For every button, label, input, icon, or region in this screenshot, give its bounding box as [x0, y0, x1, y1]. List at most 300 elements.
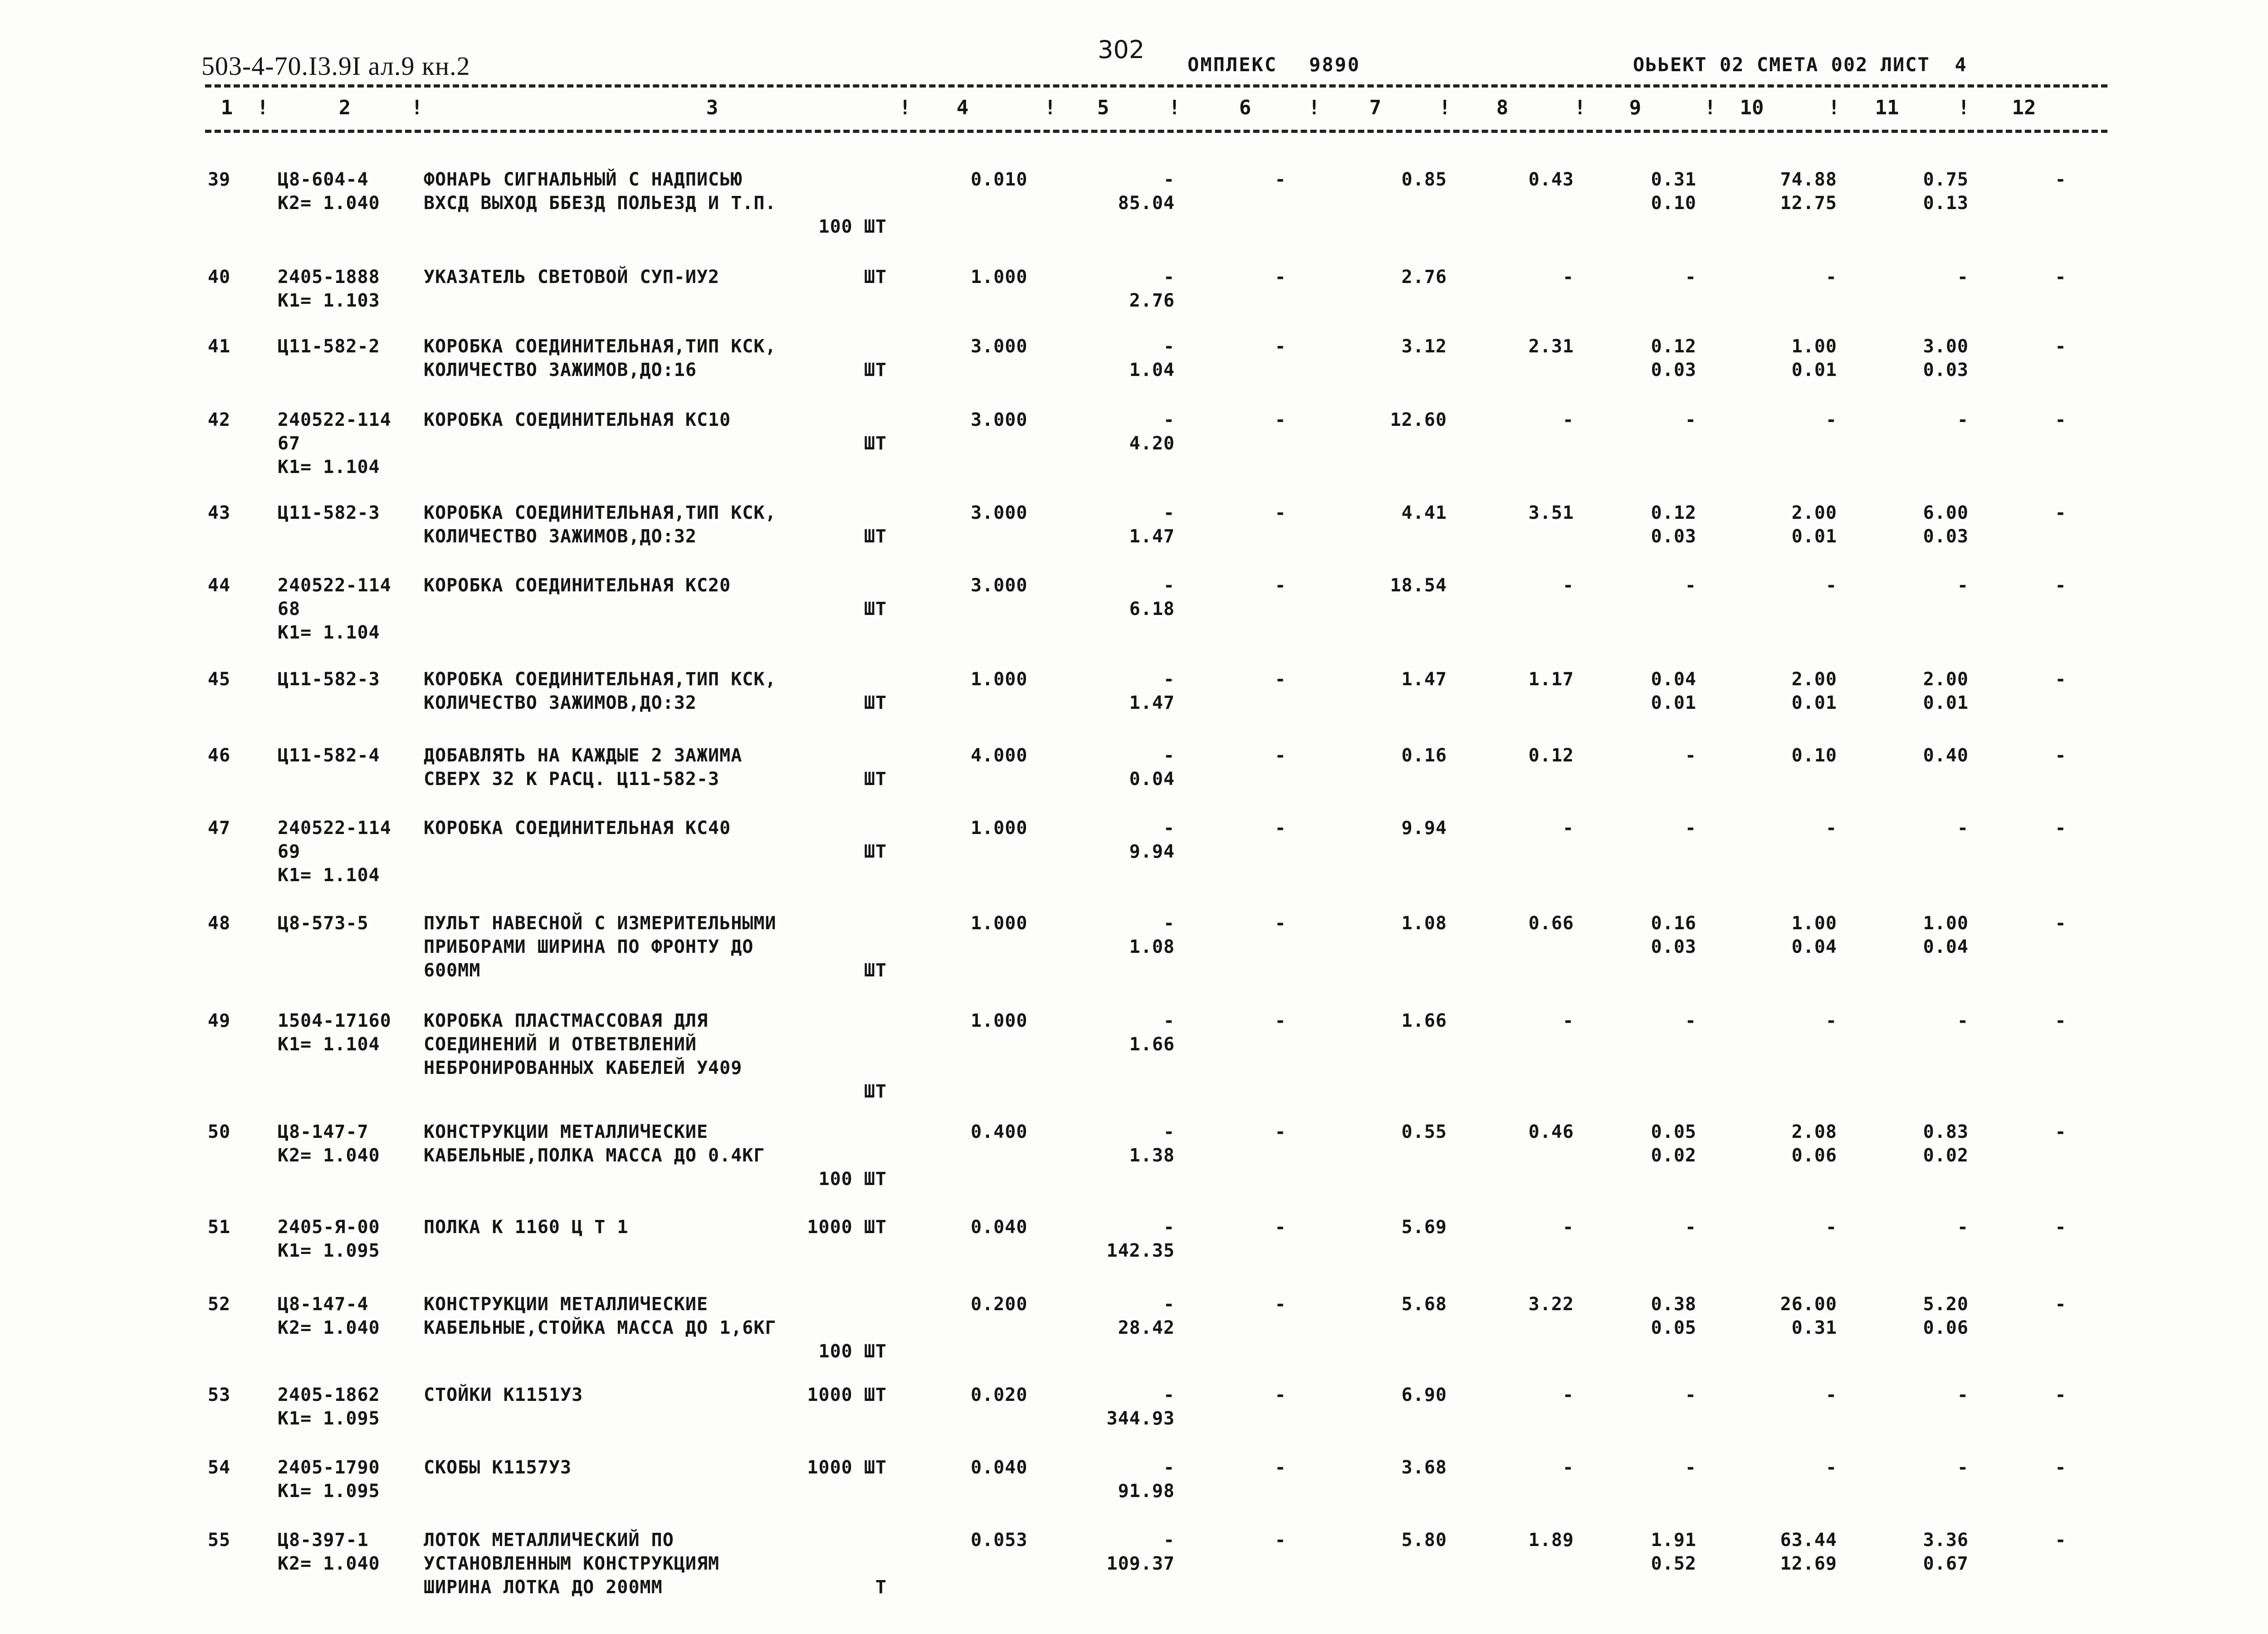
col-9-value: 0.10 — [1651, 193, 1696, 214]
col-11-value: 0.75 — [1923, 169, 1969, 190]
item-name: УСТАНОВЛЕННЫМ КОНСТРУКЦИЯМ — [424, 1553, 720, 1574]
col-6-value: - — [1275, 913, 1286, 934]
row-number: 47 — [208, 818, 231, 839]
col-7-value: 12.60 — [1390, 410, 1447, 430]
unit-of-measure: 1000 ШТ — [807, 1457, 887, 1478]
header-divider-bottom — [205, 130, 2107, 133]
row-number: 48 — [208, 913, 231, 934]
item-name: СКОБЫ К1157У3 — [424, 1457, 572, 1478]
col-6-value: - — [1275, 745, 1286, 766]
complex-label: ОМПЛЕКС — [1188, 54, 1278, 76]
col-11-value: - — [1957, 1385, 1969, 1405]
col-8-value: - — [1562, 818, 1574, 839]
col-9-value: 0.03 — [1651, 360, 1696, 380]
col-6-value: - — [1275, 818, 1286, 839]
rate-code: Ц8-604-4 — [278, 169, 369, 190]
col-8-value: 3.22 — [1528, 1294, 1574, 1315]
column-number-12: 12 — [2012, 96, 2036, 119]
col-7-value: 5.80 — [1401, 1530, 1447, 1551]
quantity: 0.053 — [971, 1530, 1028, 1551]
col-9-value: 1.91 — [1651, 1530, 1696, 1551]
col-11-value: 3.36 — [1923, 1530, 1969, 1551]
col-10-value: - — [1825, 410, 1837, 430]
rate-code: К2= 1.040 — [278, 1317, 380, 1338]
col-9-value: 0.01 — [1651, 693, 1696, 713]
col-11-value: 0.06 — [1923, 1317, 1969, 1338]
item-name: НЕБРОНИРОВАННЫХ КАБЕЛЕЙ У409 — [424, 1058, 743, 1078]
col-10-value: - — [1825, 1457, 1837, 1478]
col-10-value: - — [1825, 1385, 1837, 1405]
rate-code: 2405-Я-00 — [278, 1217, 380, 1238]
rate-code: Ц11-582-3 — [278, 669, 380, 690]
rate-code: Ц8-147-4 — [278, 1294, 369, 1315]
column-number-2: 2 — [338, 96, 351, 119]
column-number-1: 1 — [220, 96, 233, 119]
row-number: 40 — [208, 267, 231, 288]
col-10-value: 26.00 — [1780, 1294, 1837, 1315]
item-name: ШИРИНА ЛОТКА ДО 200ММ — [424, 1577, 663, 1598]
column-number-4: 4 — [956, 96, 969, 119]
row-number: 50 — [208, 1122, 231, 1142]
unit-of-measure: 1000 ШТ — [807, 1217, 887, 1238]
rate-code: 240522-114 — [278, 575, 391, 596]
col-8-value: 0.43 — [1528, 169, 1574, 190]
col-7-value: 2.76 — [1401, 267, 1447, 288]
col-9-value: - — [1685, 1457, 1696, 1478]
unit-price: - — [1163, 1385, 1175, 1405]
col-11-value: - — [1957, 818, 1969, 839]
col-7-value: 9.94 — [1401, 818, 1447, 839]
unit-of-measure: 100 ШТ — [818, 216, 887, 237]
unit-price: - — [1163, 745, 1175, 766]
item-name: СОЕДИНЕНИЙ И ОТВЕТВЛЕНИЙ — [424, 1034, 697, 1055]
item-name: КОЛИЧЕСТВО ЗАЖИМОВ,ДО:32 — [424, 693, 697, 713]
col-6-value: - — [1275, 1122, 1286, 1142]
rate-code: 2405-1790 — [278, 1457, 380, 1478]
unit-of-measure: ШТ — [864, 960, 887, 981]
col-7-value: 1.66 — [1401, 1010, 1447, 1031]
unit-of-measure: ШТ — [864, 433, 887, 454]
col-10-value: 12.69 — [1780, 1553, 1837, 1574]
col-11-value: 6.00 — [1923, 502, 1969, 523]
col-6-value: - — [1275, 267, 1286, 288]
col-7-value: 5.69 — [1401, 1217, 1447, 1238]
item-name: СТОЙКИ К1151У3 — [424, 1385, 583, 1405]
rate-code: 240522-114 — [278, 410, 391, 430]
column-number-11: 11 — [1875, 96, 1899, 119]
col-12-value: - — [2055, 1530, 2067, 1551]
column-separator: ! — [1574, 96, 1586, 119]
col-12-value: - — [2055, 1217, 2067, 1238]
col-6-value: - — [1275, 1294, 1286, 1315]
item-name: КОРОБКА СОЕДИНИТЕЛЬНАЯ,ТИП КСК, — [424, 502, 777, 523]
col-8-value: - — [1562, 1385, 1574, 1405]
col-10-value: 0.01 — [1791, 526, 1837, 547]
unit-of-measure: Т — [875, 1577, 887, 1598]
unit-price: 2.76 — [1129, 290, 1175, 311]
col-12-value: - — [2055, 745, 2067, 766]
col-9-value: - — [1685, 575, 1696, 596]
quantity: 0.200 — [971, 1294, 1028, 1315]
quantity: 0.400 — [971, 1122, 1028, 1142]
col-10-value: 0.04 — [1791, 937, 1837, 957]
quantity: 0.010 — [971, 169, 1028, 190]
col-8-value: 1.89 — [1528, 1530, 1574, 1551]
col-11-value: 2.00 — [1923, 669, 1969, 690]
col-12-value: - — [2055, 818, 2067, 839]
rate-code: 1504-17160 — [278, 1010, 391, 1031]
col-9-value: - — [1685, 267, 1696, 288]
unit-price: - — [1163, 267, 1175, 288]
item-name: КОНСТРУКЦИИ МЕТАЛЛИЧЕСКИЕ — [424, 1294, 709, 1315]
col-12-value: - — [2055, 267, 2067, 288]
item-name: ПОЛКА К 1160 Ц Т 1 — [424, 1217, 629, 1238]
rate-code: Ц8-397-1 — [278, 1530, 369, 1551]
column-separator: ! — [1044, 96, 1056, 119]
col-6-value: - — [1275, 669, 1286, 690]
col-10-value: - — [1825, 575, 1837, 596]
col-7-value: 0.16 — [1401, 745, 1447, 766]
rate-code: К1= 1.104 — [278, 1034, 380, 1055]
unit-of-measure: ШТ — [864, 599, 887, 619]
col-7-value: 5.68 — [1401, 1294, 1447, 1315]
col-9-value: 0.12 — [1651, 502, 1696, 523]
unit-price: - — [1163, 913, 1175, 934]
column-separator: ! — [899, 96, 911, 119]
quantity: 3.000 — [971, 410, 1028, 430]
item-name: ПРИБОРАМИ ШИРИНА ПО ФРОНТУ ДО — [424, 937, 754, 957]
rate-code: К1= 1.095 — [278, 1481, 380, 1502]
column-separator: ! — [257, 96, 269, 119]
quantity: 1.000 — [971, 818, 1028, 839]
col-9-value: 0.52 — [1651, 1553, 1696, 1574]
quantity: 4.000 — [971, 745, 1028, 766]
quantity: 3.000 — [971, 502, 1028, 523]
quantity: 1.000 — [971, 1010, 1028, 1031]
item-name: КОЛИЧЕСТВО ЗАЖИМОВ,ДО:16 — [424, 360, 697, 380]
item-name: ФОНАРЬ СИГНАЛЬНЫЙ С НАДПИСЬЮ — [424, 169, 743, 190]
rate-code: Ц11-582-3 — [278, 502, 380, 523]
unit-price: - — [1163, 1217, 1175, 1238]
item-name: КОРОБКА СОЕДИНИТЕЛЬНАЯ,ТИП КСК, — [424, 669, 777, 690]
col-6-value: - — [1275, 410, 1286, 430]
unit-price: 1.04 — [1129, 360, 1175, 380]
col-10-value: - — [1825, 818, 1837, 839]
object-estimate-sheet: ОЬЬЕКТ 02 СМЕТА 002 ЛИСТ 4 — [1633, 54, 1967, 76]
col-9-value: - — [1685, 1217, 1696, 1238]
col-10-value: 1.00 — [1791, 336, 1837, 357]
col-8-value: - — [1562, 1217, 1574, 1238]
col-11-value: 0.02 — [1923, 1145, 1969, 1166]
unit-price: 4.20 — [1129, 433, 1175, 454]
quantity: 0.020 — [971, 1385, 1028, 1405]
unit-price: 0.04 — [1129, 769, 1175, 790]
col-6-value: - — [1275, 575, 1286, 596]
col-10-value: 0.31 — [1791, 1317, 1837, 1338]
col-6-value: - — [1275, 1010, 1286, 1031]
col-9-value: 0.05 — [1651, 1317, 1696, 1338]
col-12-value: - — [2055, 336, 2067, 357]
col-10-value: 2.08 — [1791, 1122, 1837, 1142]
col-10-value: 1.00 — [1791, 913, 1837, 934]
col-8-value: 1.17 — [1528, 669, 1574, 690]
col-6-value: - — [1275, 1530, 1286, 1551]
unit-price: 1.38 — [1129, 1145, 1175, 1166]
rate-code: Ц8-147-7 — [278, 1122, 369, 1142]
col-9-value: 0.05 — [1651, 1122, 1696, 1142]
quantity: 0.040 — [971, 1217, 1028, 1238]
row-number: 52 — [208, 1294, 231, 1315]
item-name: КОРОБКА СОЕДИНИТЕЛЬНАЯ,ТИП КСК, — [424, 336, 777, 357]
column-separator: ! — [1958, 96, 1970, 119]
col-11-value: - — [1957, 1457, 1969, 1478]
quantity: 1.000 — [971, 669, 1028, 690]
rate-code: К2= 1.040 — [278, 193, 380, 214]
row-number: 43 — [208, 502, 231, 523]
col-11-value: - — [1957, 1217, 1969, 1238]
unit-of-measure: 1000 ШТ — [807, 1385, 887, 1405]
unit-price: 1.08 — [1129, 937, 1175, 957]
unit-price: 1.66 — [1129, 1034, 1175, 1055]
column-separator: ! — [1168, 96, 1181, 119]
item-name: УКАЗАТЕЛЬ СВЕТОВОЙ СУП-ИУ2 — [424, 267, 720, 288]
unit-price: 344.93 — [1106, 1408, 1175, 1429]
rate-code: К2= 1.040 — [278, 1145, 380, 1166]
quantity: 1.000 — [971, 267, 1028, 288]
column-separator: ! — [1704, 96, 1716, 119]
row-number: 42 — [208, 410, 231, 430]
row-number: 49 — [208, 1010, 231, 1031]
col-11-value: - — [1957, 410, 1969, 430]
col-11-value: - — [1957, 1010, 1969, 1031]
item-name: КАБЕЛЬНЫЕ,ПОЛКА МАССА ДО 0.4КГ — [424, 1145, 765, 1166]
column-separator: ! — [411, 96, 423, 119]
col-10-value: - — [1825, 267, 1837, 288]
col-10-value: 12.75 — [1780, 193, 1837, 214]
item-name: КОЛИЧЕСТВО ЗАЖИМОВ,ДО:32 — [424, 526, 697, 547]
col-12-value: - — [2055, 410, 2067, 430]
unit-price: - — [1163, 410, 1175, 430]
row-number: 53 — [208, 1385, 231, 1405]
col-11-value: 5.20 — [1923, 1294, 1969, 1315]
col-10-value: 63.44 — [1780, 1530, 1837, 1551]
col-7-value: 3.68 — [1401, 1457, 1447, 1478]
unit-of-measure: ШТ — [864, 526, 887, 547]
col-8-value: 0.12 — [1528, 745, 1574, 766]
rate-code: 2405-1888 — [278, 267, 380, 288]
col-10-value: - — [1825, 1217, 1837, 1238]
header-divider-top — [205, 84, 2107, 88]
column-number-6: 6 — [1239, 96, 1251, 119]
col-12-value: - — [2055, 575, 2067, 596]
unit-of-measure: ШТ — [864, 769, 887, 790]
row-number: 55 — [208, 1530, 231, 1551]
item-name: КОРОБКА ПЛАСТМАССОВАЯ ДЛЯ — [424, 1010, 709, 1031]
col-8-value: 0.66 — [1528, 913, 1574, 934]
col-9-value: 0.31 — [1651, 169, 1696, 190]
col-12-value: - — [2055, 669, 2067, 690]
rate-code: К2= 1.040 — [278, 1553, 380, 1574]
col-12-value: - — [2055, 1010, 2067, 1031]
col-11-value: 0.13 — [1923, 193, 1969, 214]
rate-code: К1= 1.103 — [278, 290, 380, 311]
item-name: ВХСД ВЫХОД ББЕЗД ПОЛЬЕЗД И Т.П. — [424, 193, 777, 214]
row-number: 45 — [208, 669, 231, 690]
complex-info — [1188, 54, 1360, 76]
column-number-9: 9 — [1629, 96, 1642, 119]
col-11-value: 0.01 — [1923, 693, 1969, 713]
column-number-10: 10 — [1740, 96, 1764, 119]
rate-code: К1= 1.095 — [278, 1240, 380, 1261]
unit-price: - — [1163, 1457, 1175, 1478]
col-7-value: 4.41 — [1401, 502, 1447, 523]
col-7-value: 1.47 — [1401, 669, 1447, 690]
item-name: КОРОБКА СОЕДИНИТЕЛЬНАЯ КС40 — [424, 818, 731, 839]
column-number-3: 3 — [706, 96, 719, 119]
unit-price: 91.98 — [1118, 1481, 1175, 1502]
unit-price: - — [1163, 669, 1175, 690]
col-8-value: 3.51 — [1528, 502, 1574, 523]
column-number-7: 7 — [1369, 96, 1382, 119]
col-8-value: - — [1562, 575, 1574, 596]
rate-code: 67 — [278, 433, 301, 454]
unit-price: - — [1163, 818, 1175, 839]
unit-price: 28.42 — [1118, 1317, 1175, 1338]
unit-of-measure: ШТ — [864, 693, 887, 713]
col-10-value: 2.00 — [1791, 669, 1837, 690]
column-separator: ! — [1308, 96, 1320, 119]
rate-code: 69 — [278, 841, 301, 862]
unit-price: - — [1163, 1122, 1175, 1142]
col-11-value: 3.00 — [1923, 336, 1969, 357]
col-11-value: 0.40 — [1923, 745, 1969, 766]
unit-price: 1.47 — [1129, 693, 1175, 713]
rate-code: 2405-1862 — [278, 1385, 380, 1405]
col-9-value: 0.03 — [1651, 937, 1696, 957]
unit-price: - — [1163, 1294, 1175, 1315]
unit-price: 9.94 — [1129, 841, 1175, 862]
col-7-value: 6.90 — [1401, 1385, 1447, 1405]
column-separator: ! — [1828, 96, 1840, 119]
col-11-value: - — [1957, 267, 1969, 288]
col-10-value: 2.00 — [1791, 502, 1837, 523]
unit-price: 1.47 — [1129, 526, 1175, 547]
unit-of-measure: ШТ — [864, 360, 887, 380]
col-6-value: - — [1275, 1457, 1286, 1478]
item-name: СВЕРХ 32 К РАСЦ. Ц11-582-3 — [424, 769, 720, 790]
col-11-value: 0.04 — [1923, 937, 1969, 957]
row-number: 44 — [208, 575, 231, 596]
col-11-value: - — [1957, 575, 1969, 596]
unit-price: - — [1163, 1530, 1175, 1551]
col-8-value: - — [1562, 410, 1574, 430]
item-name: 600ММ — [424, 960, 481, 981]
document-code: 503-4-70.I3.9I ал.9 кн.2 — [201, 51, 470, 81]
col-7-value: 0.85 — [1401, 169, 1447, 190]
unit-of-measure: ШТ — [864, 841, 887, 862]
rate-code: К1= 1.104 — [278, 622, 380, 643]
column-number-5: 5 — [1097, 96, 1110, 119]
col-8-value: - — [1562, 267, 1574, 288]
complex-code: 9890 — [1309, 54, 1361, 76]
rate-code: Ц11-582-2 — [278, 336, 380, 357]
unit-price: 142.35 — [1106, 1240, 1175, 1261]
quantity: 3.000 — [971, 336, 1028, 357]
item-name: КОРОБКА СОЕДИНИТЕЛЬНАЯ КС10 — [424, 410, 731, 430]
item-name: ДОБАВЛЯТЬ НА КАЖДЫЕ 2 ЗАЖИМА — [424, 745, 743, 766]
col-12-value: - — [2055, 1385, 2067, 1405]
col-7-value: 0.55 — [1401, 1122, 1447, 1142]
item-name: КОРОБКА СОЕДИНИТЕЛЬНАЯ КС20 — [424, 575, 731, 596]
page-number: 302 — [1098, 35, 1145, 64]
col-12-value: - — [2055, 502, 2067, 523]
rate-code: К1= 1.095 — [278, 1408, 380, 1429]
unit-of-measure: ШТ — [864, 267, 887, 288]
row-number: 41 — [208, 336, 231, 357]
unit-of-measure: 100 ШТ — [818, 1341, 887, 1362]
col-9-value: - — [1685, 818, 1696, 839]
col-11-value: 0.03 — [1923, 360, 1969, 380]
col-10-value: 0.01 — [1791, 693, 1837, 713]
column-number-8: 8 — [1496, 96, 1509, 119]
col-6-value: - — [1275, 1385, 1286, 1405]
rate-code: Ц11-582-4 — [278, 745, 380, 766]
quantity: 0.040 — [971, 1457, 1028, 1478]
rate-code: Ц8-573-5 — [278, 913, 369, 934]
quantity: 3.000 — [971, 575, 1028, 596]
col-8-value: 0.46 — [1528, 1122, 1574, 1142]
unit-of-measure: ШТ — [864, 1081, 887, 1102]
rate-code: К1= 1.104 — [278, 457, 380, 478]
unit-of-measure: 100 ШТ — [818, 1169, 887, 1190]
col-9-value: 0.38 — [1651, 1294, 1696, 1315]
unit-price: - — [1163, 169, 1175, 190]
quantity: 1.000 — [971, 913, 1028, 934]
col-8-value: - — [1562, 1457, 1574, 1478]
col-8-value: - — [1562, 1010, 1574, 1031]
col-9-value: - — [1685, 745, 1696, 766]
item-name: КОНСТРУКЦИИ МЕТАЛЛИЧЕСКИЕ — [424, 1122, 709, 1142]
unit-price: 109.37 — [1106, 1553, 1175, 1574]
col-9-value: 0.03 — [1651, 526, 1696, 547]
col-6-value: - — [1275, 1217, 1286, 1238]
col-7-value: 1.08 — [1401, 913, 1447, 934]
col-11-value: 0.03 — [1923, 526, 1969, 547]
col-11-value: 0.67 — [1923, 1553, 1969, 1574]
col-9-value: - — [1685, 410, 1696, 430]
col-10-value: 0.01 — [1791, 360, 1837, 380]
col-12-value: - — [2055, 1457, 2067, 1478]
rate-code: 240522-114 — [278, 818, 391, 839]
col-11-value: 0.83 — [1923, 1122, 1969, 1142]
col-12-value: - — [2055, 913, 2067, 934]
unit-price: 6.18 — [1129, 599, 1175, 619]
col-9-value: - — [1685, 1010, 1696, 1031]
col-9-value: 0.02 — [1651, 1145, 1696, 1166]
row-number: 54 — [208, 1457, 231, 1478]
unit-price: 85.04 — [1118, 193, 1175, 214]
item-name: КАБЕЛЬНЫЕ,СТОЙКА МАССА ДО 1,6КГ — [424, 1317, 777, 1338]
rate-code: К1= 1.104 — [278, 865, 380, 886]
row-number: 51 — [208, 1217, 231, 1238]
col-9-value: - — [1685, 1385, 1696, 1405]
col-6-value: - — [1275, 169, 1286, 190]
column-separator: ! — [1439, 96, 1451, 119]
col-6-value: - — [1275, 502, 1286, 523]
row-number: 46 — [208, 745, 231, 766]
col-10-value: 0.10 — [1791, 745, 1837, 766]
col-7-value: 18.54 — [1390, 575, 1447, 596]
